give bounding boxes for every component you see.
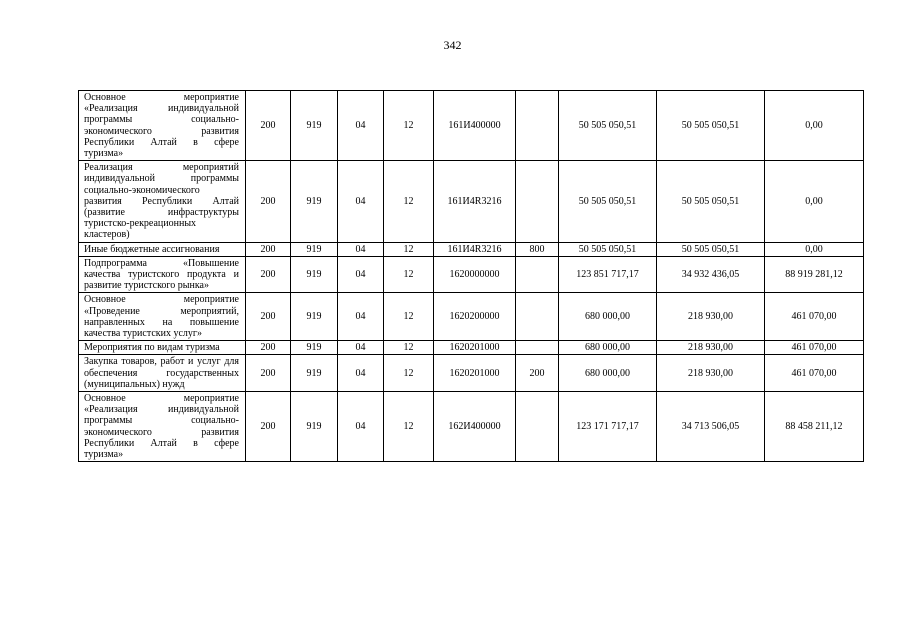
target-article-cell: 161И4R3216 xyxy=(434,161,516,242)
row-name-cell: Иные бюджетные ассигнования xyxy=(79,242,246,256)
amount-a-cell: 50 505 050,51 xyxy=(657,242,765,256)
table-row xyxy=(79,161,864,242)
table-body xyxy=(79,91,864,462)
section-code-cell: 04 xyxy=(338,161,384,242)
total-amount-cell: 50 505 050,51 xyxy=(559,91,657,161)
amount-b-cell: 0,00 xyxy=(765,242,864,256)
expense-type-cell xyxy=(516,392,559,462)
row-name-cell: Реализация мероприятий индивидуальной программы социально-экономического развития Республики Алтай (развитие инфраструктуры туристско-рекреационных кластеров) xyxy=(79,161,246,242)
ministry-code-cell: 919 xyxy=(291,91,338,161)
row-name-cell: Основное мероприятие «Реализация индивидуальной программы социально-экономического развития Республики Алтай в сфере туризма» xyxy=(79,91,246,161)
row-name-cell: Закупка товаров, работ и услуг для обеспечения государственных (муниципальных) нужд xyxy=(79,355,246,392)
section-code-cell: 04 xyxy=(338,256,384,293)
subsection-code-cell: 12 xyxy=(384,293,434,341)
subsection-code-cell: 12 xyxy=(384,341,434,355)
amount-a-cell: 218 930,00 xyxy=(657,355,765,392)
page-number: 342 xyxy=(443,38,462,52)
admin-code-cell: 200 xyxy=(246,91,291,161)
total-amount-cell: 50 505 050,51 xyxy=(559,161,657,242)
expense-type-cell xyxy=(516,341,559,355)
table-row xyxy=(79,392,864,462)
ministry-code-cell: 919 xyxy=(291,293,338,341)
amount-a-cell: 50 505 050,51 xyxy=(657,161,765,242)
section-code-cell: 04 xyxy=(338,242,384,256)
expense-type-cell xyxy=(516,293,559,341)
expense-type-cell xyxy=(516,161,559,242)
row-name-cell: Мероприятия по видам туризма xyxy=(79,341,246,355)
total-amount-cell: 123 851 717,17 xyxy=(559,256,657,293)
subsection-code-cell: 12 xyxy=(384,392,434,462)
subsection-code-cell: 12 xyxy=(384,242,434,256)
amount-a-cell: 218 930,00 xyxy=(657,341,765,355)
target-article-cell: 1620000000 xyxy=(434,256,516,293)
amount-b-cell: 461 070,00 xyxy=(765,355,864,392)
expense-type-cell: 800 xyxy=(516,242,559,256)
row-name-cell: Основное мероприятие «Реализация индивидуальной программы социально-экономического развития Республики Алтай в сфере туризма» xyxy=(79,392,246,462)
table-row xyxy=(79,91,864,161)
table-row xyxy=(79,242,864,256)
table-row xyxy=(79,293,864,341)
admin-code-cell: 200 xyxy=(246,161,291,242)
amount-a-cell: 218 930,00 xyxy=(657,293,765,341)
ministry-code-cell: 919 xyxy=(291,341,338,355)
target-article-cell: 162И400000 xyxy=(434,392,516,462)
total-amount-cell: 680 000,00 xyxy=(559,293,657,341)
total-amount-cell: 123 171 717,17 xyxy=(559,392,657,462)
section-code-cell: 04 xyxy=(338,392,384,462)
subsection-code-cell: 12 xyxy=(384,256,434,293)
ministry-code-cell: 919 xyxy=(291,161,338,242)
admin-code-cell: 200 xyxy=(246,256,291,293)
total-amount-cell: 680 000,00 xyxy=(559,355,657,392)
target-article-cell: 161И400000 xyxy=(434,91,516,161)
subsection-code-cell: 12 xyxy=(384,355,434,392)
amount-a-cell: 50 505 050,51 xyxy=(657,91,765,161)
target-article-cell: 1620201000 xyxy=(434,355,516,392)
amount-b-cell: 88 458 211,12 xyxy=(765,392,864,462)
subsection-code-cell: 12 xyxy=(384,91,434,161)
total-amount-cell: 50 505 050,51 xyxy=(559,242,657,256)
ministry-code-cell: 919 xyxy=(291,355,338,392)
total-amount-cell: 680 000,00 xyxy=(559,341,657,355)
amount-b-cell: 0,00 xyxy=(765,161,864,242)
row-name-cell: Подпрограмма «Повышение качества туристского продукта и развитие туристского рынка» xyxy=(79,256,246,293)
ministry-code-cell: 919 xyxy=(291,256,338,293)
section-code-cell: 04 xyxy=(338,293,384,341)
admin-code-cell: 200 xyxy=(246,341,291,355)
ministry-code-cell: 919 xyxy=(291,242,338,256)
section-code-cell: 04 xyxy=(338,91,384,161)
section-code-cell: 04 xyxy=(338,341,384,355)
admin-code-cell: 200 xyxy=(246,242,291,256)
expense-type-cell xyxy=(516,91,559,161)
section-code-cell: 04 xyxy=(338,355,384,392)
amount-b-cell: 88 919 281,12 xyxy=(765,256,864,293)
amount-a-cell: 34 713 506,05 xyxy=(657,392,765,462)
ministry-code-cell: 919 xyxy=(291,392,338,462)
budget-table xyxy=(78,90,864,462)
row-name-cell: Основное мероприятие «Проведение мероприятий, направленных на повышение качества туристских услуг» xyxy=(79,293,246,341)
expense-type-cell: 200 xyxy=(516,355,559,392)
table-row xyxy=(79,256,864,293)
target-article-cell: 1620201000 xyxy=(434,341,516,355)
target-article-cell: 161И4R3216 xyxy=(434,242,516,256)
amount-b-cell: 461 070,00 xyxy=(765,341,864,355)
amount-a-cell: 34 932 436,05 xyxy=(657,256,765,293)
table-row xyxy=(79,341,864,355)
admin-code-cell: 200 xyxy=(246,392,291,462)
expense-type-cell xyxy=(516,256,559,293)
subsection-code-cell: 12 xyxy=(384,161,434,242)
admin-code-cell: 200 xyxy=(246,293,291,341)
table-row xyxy=(79,355,864,392)
admin-code-cell: 200 xyxy=(246,355,291,392)
target-article-cell: 1620200000 xyxy=(434,293,516,341)
amount-b-cell: 461 070,00 xyxy=(765,293,864,341)
amount-b-cell: 0,00 xyxy=(765,91,864,161)
